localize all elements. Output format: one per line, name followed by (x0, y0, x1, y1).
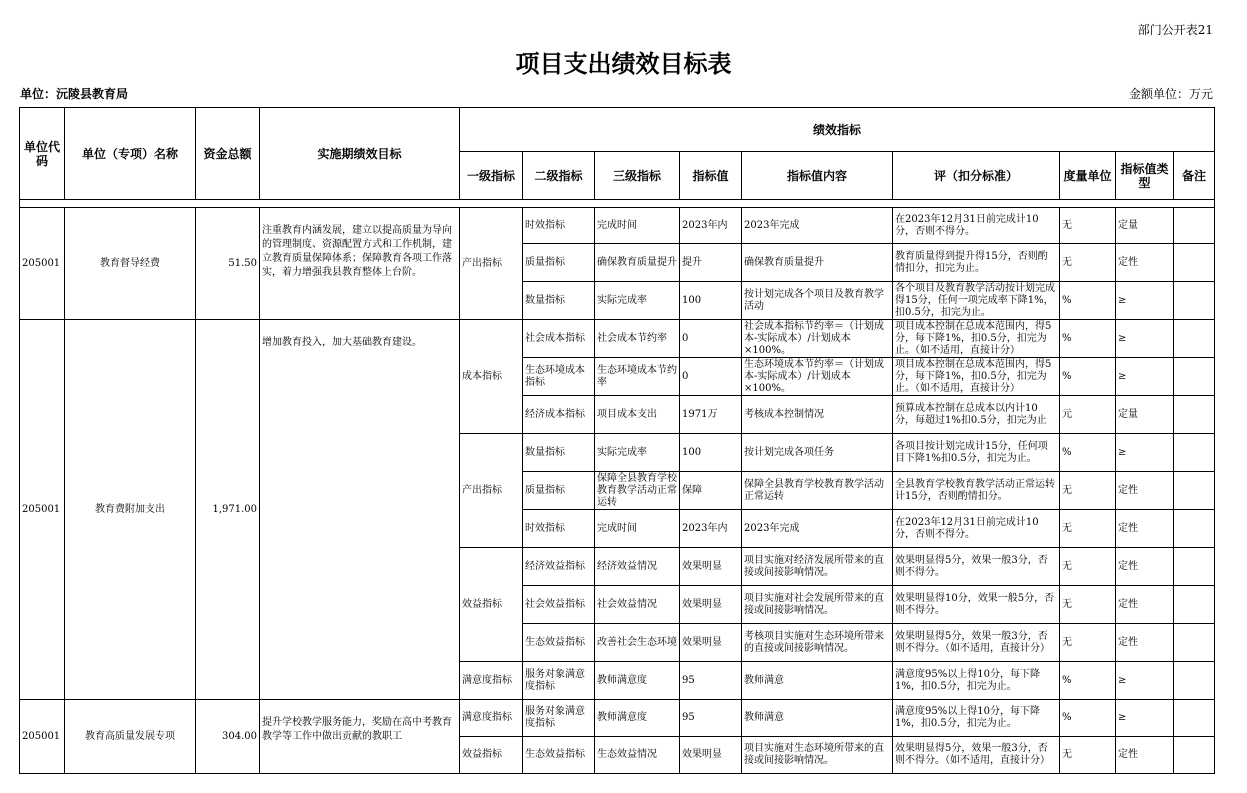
indicator-content: 考核成本控制情况 (742, 396, 893, 434)
indicator-scoring: 在2023年12月31日前完成计10分，否则不得分。 (893, 510, 1060, 548)
indicator-scoring: 教育质量得到提升得15分，否则酌情扣分，扣完为止。 (893, 244, 1060, 282)
table-body (20, 208, 1215, 774)
indicator-value: 保障 (680, 472, 742, 510)
indicator-level3: 改善社会生态环境 (595, 624, 680, 662)
indicator-value: 效果明显 (680, 548, 742, 586)
indicator-level2: 质量指标 (523, 244, 595, 282)
indicator-level3: 完成时间 (595, 208, 680, 244)
indicator-value: 2023年内 (680, 208, 742, 244)
performance-table (19, 107, 1215, 774)
page-title: 项目支出绩效目标表 (515, 50, 732, 78)
col-level1: 一级指标 (460, 152, 523, 200)
col-indicators: 绩效指标 (460, 108, 1215, 152)
indicator-unit: 无 (1060, 737, 1116, 774)
indicator-remark (1174, 586, 1215, 624)
amount-unit-label: 金额单位：万元 (1128, 87, 1213, 101)
indicator-content: 按计划完成各项任务 (742, 434, 893, 472)
indicator-level2: 服务对象满意度指标 (523, 662, 595, 700)
indicator-unit: % (1060, 320, 1116, 358)
indicator-level2: 生态效益指标 (523, 737, 595, 774)
indicator-remark (1174, 358, 1215, 396)
indicator-value: 效果明显 (680, 737, 742, 774)
indicator-level1: 效益指标 (460, 548, 523, 662)
col-unit-name: 单位（专项）名称 (65, 108, 196, 200)
project-goal: 提升学校教学服务能力，奖励在高中考教育教学等工作中做出贡献的教职工 (260, 700, 460, 774)
indicator-scoring: 预算成本控制在总成本以内计10分，每超过1%扣0.5分，扣完为止 (893, 396, 1060, 434)
indicator-level3: 实际完成率 (595, 434, 680, 472)
indicator-type: 定量 (1116, 208, 1174, 244)
indicator-value: 95 (680, 662, 742, 700)
indicator-type: ≥ (1116, 282, 1174, 320)
indicator-unit: 无 (1060, 510, 1116, 548)
col-remark: 备注 (1174, 152, 1215, 200)
indicator-type: ≥ (1116, 358, 1174, 396)
indicator-level3: 完成时间 (595, 510, 680, 548)
indicator-content: 保障全县教育学校教育教学活动正常运转 (742, 472, 893, 510)
indicator-remark (1174, 244, 1215, 282)
indicator-value: 2023年内 (680, 510, 742, 548)
table-header (20, 108, 1215, 208)
indicator-type: 定性 (1116, 624, 1174, 662)
indicator-remark (1174, 434, 1215, 472)
indicator-unit: % (1060, 282, 1116, 320)
indicator-value: 1971万 (680, 396, 742, 434)
indicator-scoring: 效果明显得5分，效果一般3分，否则不得分。 (893, 548, 1060, 586)
indicator-scoring: 效果明显得10分，效果一般5分，否则不得分。 (893, 586, 1060, 624)
col-level2: 二级指标 (523, 152, 595, 200)
indicator-content: 按计划完成各个项目及教育教学活动 (742, 282, 893, 320)
indicator-content: 社会成本指标节约率＝（计划成本-实际成本）/计划成本×100%。 (742, 320, 893, 358)
indicator-type: 定性 (1116, 586, 1174, 624)
indicator-scoring: 满意度95%以上得10分，每下降1%，扣0.5分，扣完为止。 (893, 700, 1060, 737)
indicator-value: 效果明显 (680, 586, 742, 624)
indicator-level2: 时效指标 (523, 510, 595, 548)
indicator-level3: 项目成本支出 (595, 396, 680, 434)
indicator-level2: 生态环境成本指标 (523, 358, 595, 396)
indicator-level3: 教师满意度 (595, 700, 680, 737)
indicator-level2: 经济成本指标 (523, 396, 595, 434)
project-goal: 注重教育内涵发展，建立以提高质量为导向的管理制度、资源配置方式和工作机制，建立教育质量保障体系；保障教育各项工作落实，着力增强我县教育整体上台阶。 (260, 208, 460, 320)
indicator-type: ≥ (1116, 434, 1174, 472)
col-total-funds: 资金总额 (196, 108, 260, 200)
indicator-level2: 数量指标 (523, 282, 595, 320)
indicator-scoring: 在2023年12月31日前完成计10分，否则不得分。 (893, 208, 1060, 244)
indicator-level1: 效益指标 (460, 737, 523, 774)
indicator-content: 项目实施对社会发展所带来的直接或间接影响情况。 (742, 586, 893, 624)
indicator-unit: 无 (1060, 586, 1116, 624)
project-code: 205001 (20, 320, 65, 700)
indicator-scoring: 项目成本控制在总成本范围内，得5分，每下降1%，扣0.5分，扣完为止。（如不适用，直接计分） (893, 320, 1060, 358)
indicator-content: 教师满意 (742, 700, 893, 737)
indicator-level3: 保障全县教育学校教育教学活动正常运转 (595, 472, 680, 510)
indicator-unit: 元 (1060, 396, 1116, 434)
indicator-value: 100 (680, 434, 742, 472)
indicator-remark (1174, 208, 1215, 244)
indicator-level3: 社会成本节约率 (595, 320, 680, 358)
unit-label: 单位：沅陵县教育局 (20, 87, 129, 101)
project-code: 205001 (20, 208, 65, 320)
table-row (20, 320, 1215, 358)
project-amount: 304.00 (196, 700, 260, 774)
col-value-type: 指标值类型 (1116, 152, 1174, 200)
col-level3: 三级指标 (595, 152, 680, 200)
indicator-remark (1174, 282, 1215, 320)
indicator-type: 定性 (1116, 737, 1174, 774)
col-value: 指标值 (680, 152, 742, 200)
indicator-scoring: 效果明显得5分，效果一般3分，否则不得分。（如不适用，直接计分） (893, 737, 1060, 774)
indicator-content: 项目实施对经济发展所带来的直接或间接影响情况。 (742, 548, 893, 586)
indicator-content: 生态环境成本节约率＝（计划成本-实际成本）/计划成本×100%。 (742, 358, 893, 396)
indicator-level1: 产出指标 (460, 434, 523, 548)
col-value-content: 指标值内容 (742, 152, 893, 200)
indicator-unit: % (1060, 358, 1116, 396)
indicator-value: 提升 (680, 244, 742, 282)
doc-code: 部门公开表21 (1137, 23, 1213, 37)
indicator-content: 2023年完成 (742, 510, 893, 548)
indicator-scoring: 效果明显得5分，效果一般3分，否则不得分。（如不适用，直接计分） (893, 624, 1060, 662)
indicator-level3: 实际完成率 (595, 282, 680, 320)
indicator-unit: 无 (1060, 208, 1116, 244)
project-goal: 增加教育投入，加大基础教育建设。 (260, 320, 460, 700)
indicator-unit: 无 (1060, 624, 1116, 662)
indicator-level2: 社会成本指标 (523, 320, 595, 358)
indicator-type: 定性 (1116, 548, 1174, 586)
indicator-remark (1174, 472, 1215, 510)
indicator-remark (1174, 624, 1215, 662)
indicator-unit: 无 (1060, 548, 1116, 586)
indicator-type: 定性 (1116, 472, 1174, 510)
indicator-level1: 满意度指标 (460, 700, 523, 737)
indicator-level2: 数量指标 (523, 434, 595, 472)
indicator-unit: % (1060, 662, 1116, 700)
col-measure-unit: 度量单位 (1060, 152, 1116, 200)
project-name: 教育督导经费 (65, 208, 196, 320)
indicator-value: 效果明显 (680, 624, 742, 662)
indicator-scoring: 满意度95%以上得10分，每下降1%，扣0.5分，扣完为止。 (893, 662, 1060, 700)
col-unit-code: 单位代码 (20, 108, 65, 200)
indicator-type: 定性 (1116, 244, 1174, 282)
indicator-remark (1174, 320, 1215, 358)
indicator-level1: 产出指标 (460, 208, 523, 320)
indicator-remark (1174, 700, 1215, 737)
project-code: 205001 (20, 700, 65, 774)
indicator-value: 95 (680, 700, 742, 737)
indicator-content: 2023年完成 (742, 208, 893, 244)
indicator-scoring: 全县教育学校教育教学活动正常运转计15分，否则酌情扣分。 (893, 472, 1060, 510)
indicator-level1: 满意度指标 (460, 662, 523, 700)
indicator-scoring: 各项目按计划完成计15分，任何项目下降1%扣0.5分，扣完为止。 (893, 434, 1060, 472)
indicator-unit: % (1060, 434, 1116, 472)
indicator-remark (1174, 737, 1215, 774)
indicator-type: 定性 (1116, 510, 1174, 548)
indicator-content: 项目实施对生态环境所带来的直接或间接影响情况。 (742, 737, 893, 774)
indicator-value: 0 (680, 320, 742, 358)
indicator-remark (1174, 396, 1215, 434)
indicator-remark (1174, 662, 1215, 700)
project-amount: 1,971.00 (196, 320, 260, 700)
indicator-value: 100 (680, 282, 742, 320)
table-row (20, 208, 1215, 244)
indicator-level3: 教师满意度 (595, 662, 680, 700)
indicator-level2: 时效指标 (523, 208, 595, 244)
indicator-level3: 经济效益情况 (595, 548, 680, 586)
indicator-value: 0 (680, 358, 742, 396)
indicator-scoring: 项目成本控制在总成本范围内，得5分，每下降1%，扣0.5分，扣完为止。（如不适用，直接计分） (893, 358, 1060, 396)
project-amount: 51.50 (196, 208, 260, 320)
indicator-level3: 生态效益情况 (595, 737, 680, 774)
indicator-level2: 生态效益指标 (523, 624, 595, 662)
indicator-scoring: 各个项目及教育教学活动按计划完成得15分，任何一项完成率下降1%，扣0.5分，扣完为止。 (893, 282, 1060, 320)
project-name: 教育高质量发展专项 (65, 700, 196, 774)
indicator-remark (1174, 510, 1215, 548)
col-scoring: 评（扣分标准） (893, 152, 1060, 200)
indicator-type: ≥ (1116, 700, 1174, 737)
indicator-level2: 质量指标 (523, 472, 595, 510)
indicator-unit: 无 (1060, 472, 1116, 510)
indicator-remark (1174, 548, 1215, 586)
indicator-content: 教师满意 (742, 662, 893, 700)
indicator-level3: 生态环境成本节约率 (595, 358, 680, 396)
indicator-type: 定量 (1116, 396, 1174, 434)
indicator-level1: 成本指标 (460, 320, 523, 434)
indicator-content: 确保教育质量提升 (742, 244, 893, 282)
indicator-level2: 经济效益指标 (523, 548, 595, 586)
indicator-content: 考核项目实施对生态环境所带来的直接或间接影响情况。 (742, 624, 893, 662)
indicator-level3: 社会效益情况 (595, 586, 680, 624)
col-goal: 实施期绩效目标 (260, 108, 460, 200)
table-row (20, 700, 1215, 737)
indicator-unit: % (1060, 700, 1116, 737)
indicator-level3: 确保教育质量提升 (595, 244, 680, 282)
indicator-type: ≥ (1116, 662, 1174, 700)
project-name: 教育费附加支出 (65, 320, 196, 700)
indicator-type: ≥ (1116, 320, 1174, 358)
indicator-level2: 服务对象满意度指标 (523, 700, 595, 737)
indicator-level2: 社会效益指标 (523, 586, 595, 624)
indicator-unit: 无 (1060, 244, 1116, 282)
